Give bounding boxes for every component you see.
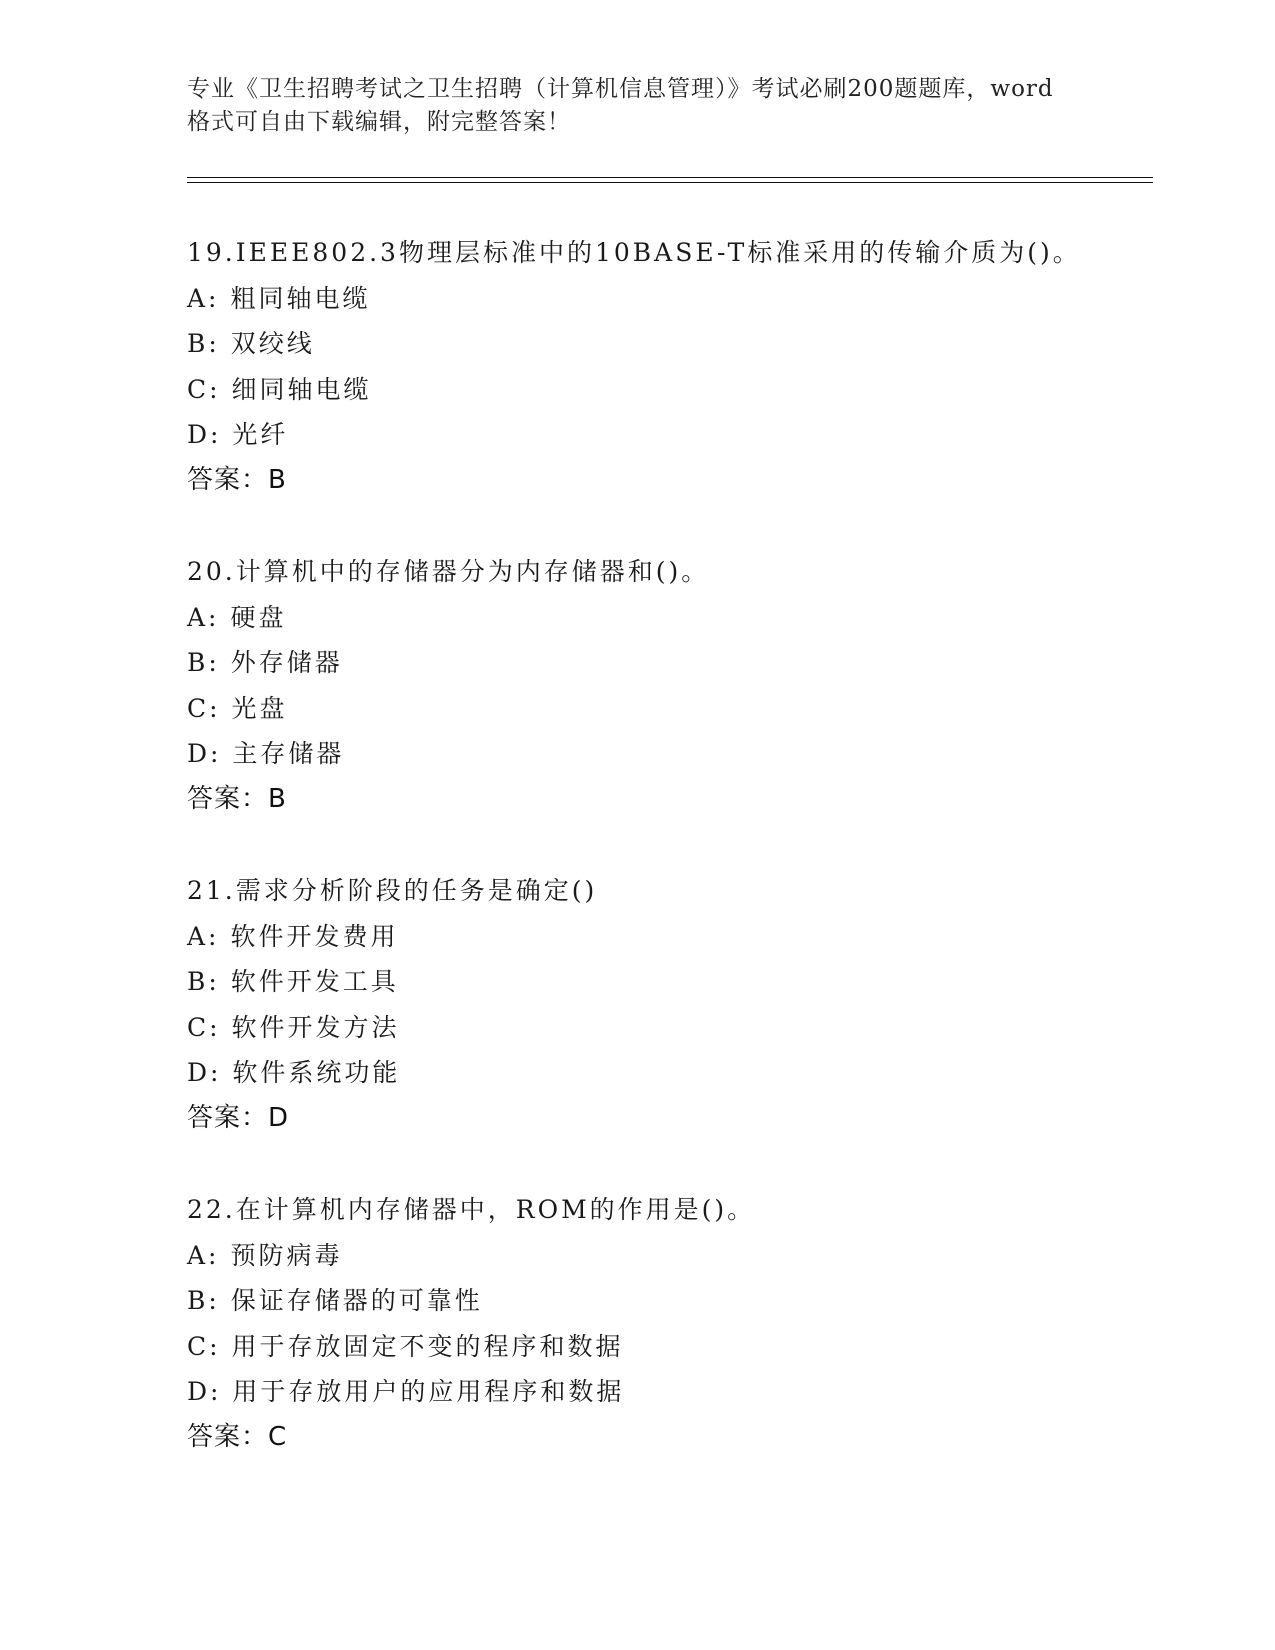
option-label: D:	[187, 1377, 222, 1406]
option-text: 用于存放用户的应用程序和数据	[232, 1377, 625, 1406]
option-d	[187, 1050, 1147, 1096]
option-d	[187, 1369, 1147, 1415]
option-label: C:	[187, 693, 221, 723]
option-label: A:	[187, 602, 220, 632]
document-header	[187, 73, 1087, 139]
option-text: 细同轴电缆	[231, 374, 372, 404]
option-label: B:	[187, 967, 220, 996]
option-label: A:	[187, 1240, 220, 1270]
question-spacer	[187, 503, 1147, 549]
option-label: A:	[187, 283, 220, 313]
option-b	[187, 1278, 1147, 1324]
option-label: A:	[187, 921, 220, 951]
option-label: C:	[187, 1331, 221, 1361]
question-19	[187, 230, 1147, 503]
option-label: B:	[187, 1286, 220, 1315]
option-b	[187, 321, 1147, 367]
question-stem: 22.在计算机内存储器中，ROM的作用是()。	[187, 1195, 756, 1224]
option-c	[187, 1005, 1147, 1051]
option-text: 光纤	[232, 420, 289, 449]
question-21	[187, 868, 1147, 1141]
question-22	[187, 1187, 1147, 1460]
option-a	[187, 1233, 1147, 1279]
option-c	[187, 367, 1147, 413]
option-text: 软件开发工具	[230, 967, 399, 996]
option-label: D:	[187, 1058, 222, 1087]
question-spacer	[187, 1141, 1147, 1187]
option-text: 软件系统功能	[232, 1058, 401, 1087]
option-text: 双绞线	[230, 329, 315, 358]
option-d	[187, 731, 1147, 777]
option-text: 保证存储器的可靠性	[230, 1286, 483, 1315]
option-d	[187, 412, 1147, 458]
option-label: B:	[187, 648, 220, 677]
option-label: D:	[187, 420, 222, 449]
question-20	[187, 549, 1147, 822]
option-c	[187, 1324, 1147, 1370]
option-text: 硬盘	[230, 602, 287, 632]
option-label: B:	[187, 329, 220, 358]
option-label: D:	[187, 739, 222, 768]
answer-line: 答案：D	[187, 1102, 290, 1133]
option-c	[187, 686, 1147, 732]
answer-line: 答案：B	[187, 783, 287, 814]
option-b	[187, 959, 1147, 1005]
option-text: 光盘	[231, 693, 288, 723]
answer-line: 答案：C	[187, 1421, 288, 1452]
header-line-1: 专业《卫生招聘考试之卫生招聘（计算机信息管理）》考试必刷200题题库，word	[187, 76, 1054, 102]
option-text: 预防病毒	[230, 1240, 343, 1270]
header-divider-bottom	[187, 182, 1153, 183]
option-a	[187, 595, 1147, 641]
option-a	[187, 914, 1147, 960]
header-divider-top	[187, 177, 1153, 178]
question-stem: 19.IEEE802.3物理层标准中的10BASE-T标准采用的传输介质为()。	[187, 238, 1081, 267]
question-stem: 20.计算机中的存储器分为内存储器和()。	[187, 557, 710, 586]
option-b	[187, 640, 1147, 686]
option-text: 软件开发方法	[231, 1012, 400, 1042]
option-label: C:	[187, 1012, 221, 1042]
option-label: C:	[187, 374, 221, 404]
answer-line: 答案：B	[187, 464, 287, 495]
option-text: 用于存放固定不变的程序和数据	[231, 1331, 624, 1361]
question-stem: 21.需求分析阶段的任务是确定()	[187, 876, 598, 905]
option-a	[187, 276, 1147, 322]
option-text: 外存储器	[230, 648, 343, 677]
option-text: 粗同轴电缆	[230, 283, 371, 313]
question-spacer	[187, 822, 1147, 868]
option-text: 软件开发费用	[230, 921, 399, 951]
question-list	[187, 230, 1147, 1460]
option-text: 主存储器	[232, 739, 345, 768]
header-line-2: 格式可自由下载编辑，附完整答案！	[187, 109, 571, 135]
